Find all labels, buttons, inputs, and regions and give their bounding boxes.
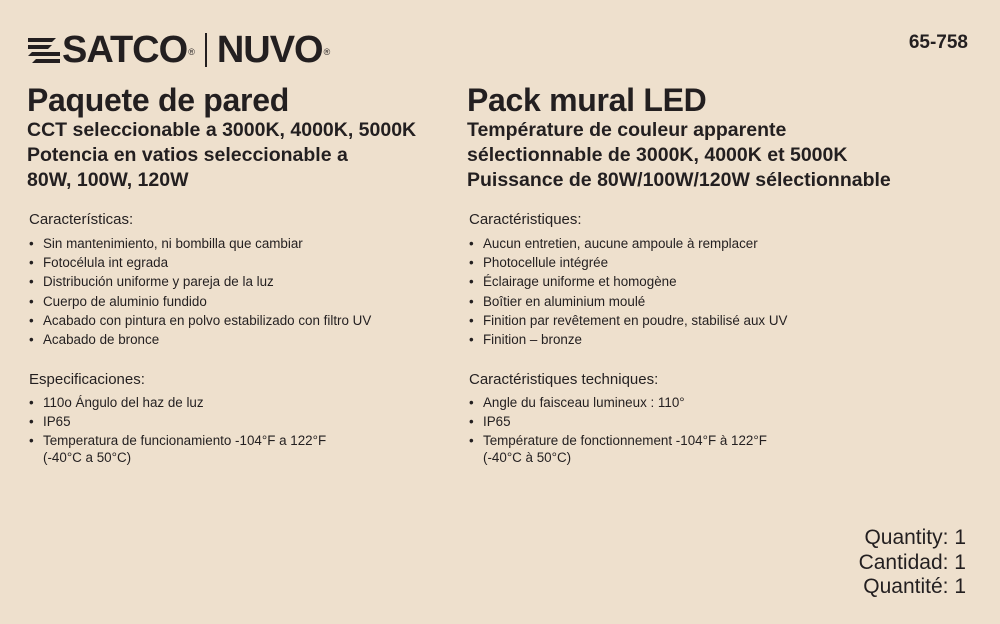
list-item: • IP65: [29, 412, 326, 431]
list-item: • Sin mantenimiento, ni bombilla que cambiar: [29, 234, 371, 253]
list-item: • Photocellule intégrée: [469, 253, 787, 272]
fr-title: Pack mural LED: [467, 82, 707, 118]
list-item: [469, 431, 767, 466]
es-specs-heading: Especificaciones:: [29, 371, 145, 388]
fr-features-list: [469, 234, 787, 349]
es-features-heading: Características:: [29, 211, 134, 228]
list-item: • 110o Ángulo del haz de luz: [29, 393, 326, 412]
list-item: • Acabado con pintura en polvo estabilizado con filtro UV: [29, 311, 371, 330]
brand-logo: [26, 30, 330, 70]
brand-divider: [205, 33, 207, 67]
fr-subtitle-line: Température de couleur apparente: [467, 119, 787, 141]
brand-nuvo: NUVO: [216, 29, 323, 71]
satco-stripes-icon: [26, 32, 62, 68]
fr-specs-list: [469, 393, 767, 467]
list-item: • IP65: [469, 412, 767, 431]
list-item: • Angle du faisceau lumineux : 110°: [469, 393, 767, 412]
fr-subtitle-line: sélectionnable de 3000K, 4000K et 5000K: [467, 144, 848, 166]
fr-specs-heading: Caractéristiques techniques:: [469, 371, 659, 388]
fr-features-heading: Caractéristiques:: [469, 211, 582, 228]
spec-continuation: (-40°C a 50°C): [43, 449, 132, 465]
list-item: • Finition par revêtement en poudre, stabilisé aux UV: [469, 311, 787, 330]
spec-text: Température de fonctionnement -104°F à 122°F: [483, 433, 767, 449]
quantity-es: Cantidad: 1: [858, 550, 966, 574]
quantity-en: Quantity: 1: [864, 526, 966, 549]
list-item: • Boîtier en aluminium moulé: [469, 292, 787, 311]
fr-subtitle-line: Puissance de 80W/100W/120W sélectionnable: [467, 169, 891, 191]
french-column: [467, 82, 967, 465]
spanish-column: [27, 82, 497, 465]
list-item: • Acabado de bronce: [29, 330, 371, 349]
es-subtitle-line: Potencia en vatios seleccionable a: [27, 144, 348, 166]
list-item: • Éclairage uniforme et homogène: [469, 272, 787, 291]
quantity-fr: Quantité: 1: [863, 575, 966, 598]
quantity-block: [859, 526, 966, 600]
list-item: • Finition – bronze: [469, 330, 787, 349]
list-item: • Aucun entretien, aucune ampoule à remplacer: [469, 234, 787, 253]
list-item: [29, 431, 326, 466]
es-features-list: [29, 234, 371, 349]
list-item: • Fotocélula int egrada: [29, 253, 371, 272]
list-item: • Cuerpo de aluminio fundido: [29, 292, 371, 311]
es-specs-list: [29, 393, 326, 467]
registered-mark: ®: [188, 47, 195, 57]
spec-text: Temperatura de funcionamiento -104°F a 122°F: [43, 433, 327, 449]
sku-number: 65-758: [908, 32, 968, 53]
registered-mark: ®: [323, 47, 331, 57]
list-item: • Distribución uniforme y pareja de la luz: [29, 272, 371, 291]
es-title: Paquete de pared: [27, 82, 289, 118]
es-subtitle-line: CCT seleccionable a 3000K, 4000K, 5000K: [27, 119, 417, 141]
es-subtitle-line: 80W, 100W, 120W: [27, 169, 189, 191]
brand-satco: SATCO: [62, 29, 188, 71]
spec-continuation: (-40°C à 50°C): [483, 449, 572, 465]
